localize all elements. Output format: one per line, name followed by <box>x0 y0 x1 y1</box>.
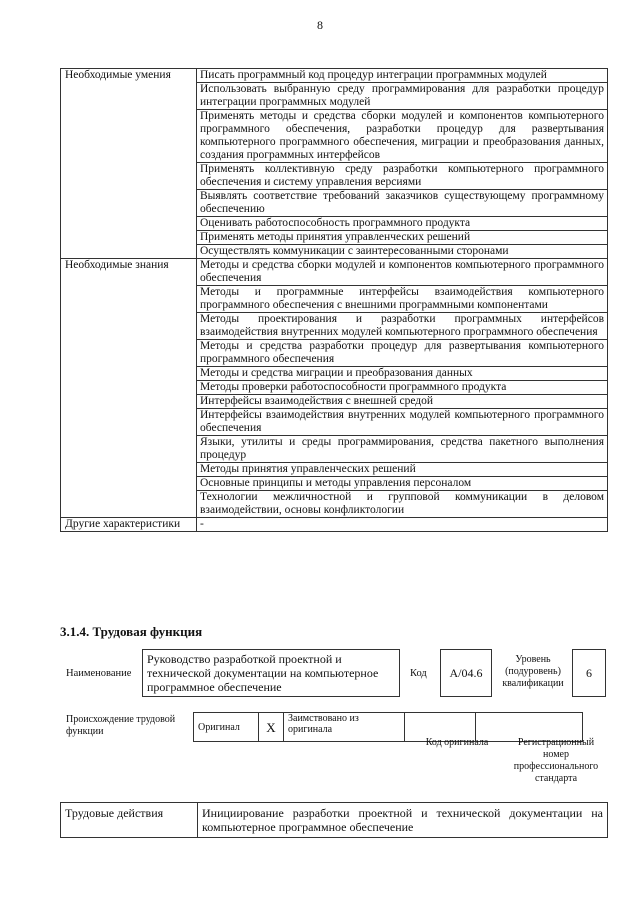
original-mark: X <box>259 713 284 742</box>
original-cell: Оригинал <box>194 713 259 742</box>
requirement-item: - <box>197 518 608 532</box>
labor-actions-label: Трудовые действия <box>61 803 198 838</box>
requirements-table <box>60 68 608 532</box>
level-label: Уровень (подуровень) квалификации <box>502 654 564 689</box>
requirement-group-label: Необходимые умения <box>61 69 197 259</box>
requirement-item: Методы и программные интерфейсы взаимодействия компьютерного программного обеспечения с внешними программными компонентами <box>197 286 608 313</box>
requirement-item: Методы проектирования и разработки программных интерфейсов взаимодействия внутренних модулей компьютерного программного обеспечения <box>197 313 608 340</box>
section-title: 3.1.4. Трудовая функция <box>60 624 203 639</box>
page-number: 8 <box>317 18 323 32</box>
requirement-item: Осуществлять коммуникации с заинтересованными сторонами <box>197 245 608 259</box>
borrowed-cell: Заимствовано из оригинала <box>284 713 405 742</box>
requirement-item: Интерфейсы взаимодействия внутренних модулей компьютерного программного обеспечения <box>197 409 608 436</box>
requirement-item: Интерфейсы взаимодействия с внешней средой <box>197 395 608 409</box>
origin-label: Происхождение трудовой функции <box>66 714 176 737</box>
name-label: Наименование <box>66 668 132 679</box>
requirement-item: Использовать выбранную среду программирования для разработки процедур интеграции программных модулей <box>197 83 608 110</box>
requirement-item: Применять методы принятия управленческих решений <box>197 231 608 245</box>
requirement-row <box>61 69 608 83</box>
requirement-item: Языки, утилиты и среды программирования, средства пакетного выполнения процедур <box>197 436 608 463</box>
function-name-box: Руководство разработкой проектной и технической документации на компьютерное программное обеспечение <box>142 649 400 697</box>
requirement-item: Методы и средства разработки процедур для развертывания компьютерного программного обеспечения <box>197 340 608 367</box>
requirement-item: Применять методы и средства сборки модулей и компонентов компьютерного программного обеспечения, разработки процедур для развертывания компьютерного программного обеспечения, миграции и преобразования данных, создания программных интерфейсов <box>197 110 608 163</box>
code-label: Код <box>410 668 427 679</box>
level-value-box: 6 <box>572 649 606 697</box>
requirement-group-label: Необходимые знания <box>61 259 197 518</box>
requirement-item: Методы проверки работоспособности программного продукта <box>197 381 608 395</box>
code-orig-caption: Код оригинала <box>425 737 489 748</box>
requirement-item: Методы и средства сборки модулей и компонентов компьютерного программного обеспечения <box>197 259 608 286</box>
requirement-item: Выявлять соответствие требований заказчиков существующему программному обеспечению <box>197 190 608 217</box>
requirement-group-label: Другие характеристики <box>61 518 197 532</box>
labor-actions-table <box>60 802 608 838</box>
requirement-item: Применять коллективную среду разработки компьютерного программного обеспечения и систему управления версиями <box>197 163 608 190</box>
function-code-box: А/04.6 <box>440 649 492 697</box>
labor-actions-text: Инициирование разработки проектной и технической документации на компьютерное программное обеспечение <box>198 803 608 838</box>
requirement-item: Методы и средства миграции и преобразования данных <box>197 367 608 381</box>
requirement-row <box>61 518 608 532</box>
requirement-row <box>61 259 608 286</box>
requirement-item: Оценивать работоспособность программного продукта <box>197 217 608 231</box>
requirement-item: Основные принципы и методы управления персоналом <box>197 477 608 491</box>
requirement-item: Методы принятия управленческих решений <box>197 463 608 477</box>
requirement-item: Писать программный код процедур интеграции программных модулей <box>197 69 608 83</box>
requirement-item: Технологии межличностной и групповой коммуникации в деловом взаимодействии, основы конфликтологии <box>197 491 608 518</box>
reg-caption: Регистрационный номер профессионального стандарта <box>513 737 599 784</box>
